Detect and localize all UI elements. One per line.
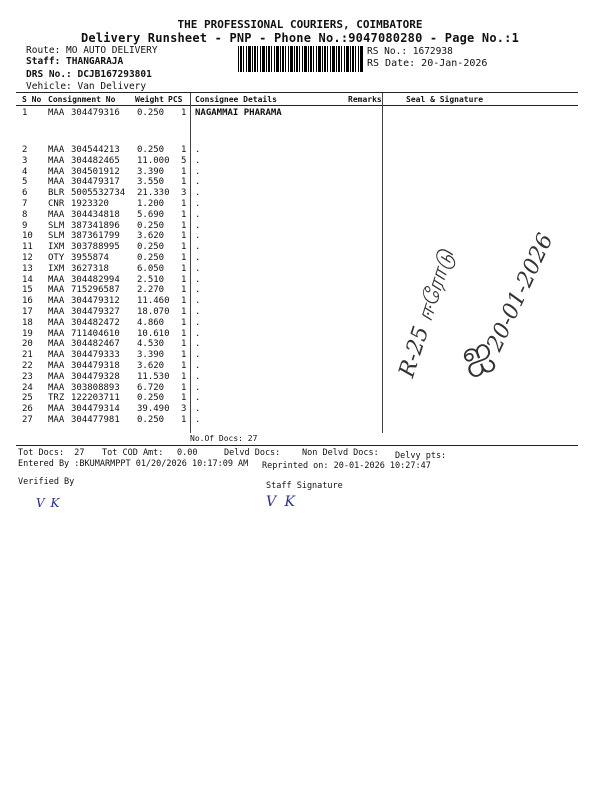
row-pcs: 1 <box>181 145 187 155</box>
row-prefix: MAA <box>48 285 65 296</box>
row-pcs: 1 <box>181 393 187 404</box>
row-pcs: 1 <box>181 274 187 285</box>
row-weight: 3.550 <box>137 177 165 188</box>
table-header-rule <box>16 105 578 106</box>
row-consignment-no: 304479327 <box>71 307 120 317</box>
row-consignee: . <box>195 155 201 166</box>
row-consignee: . <box>195 188 201 199</box>
row-pcs: 1 <box>181 231 187 242</box>
seal-signature-area <box>382 200 582 430</box>
row-prefix: MAA <box>48 350 65 361</box>
row-consignee: . <box>195 307 201 317</box>
row-consignee: . <box>195 274 201 285</box>
row-prefix: BLR <box>48 188 65 199</box>
row-consignee: . <box>195 393 201 404</box>
row-pcs: 1 <box>181 166 187 177</box>
col-consignment: Consignment No <box>48 95 116 104</box>
row-consignee: . <box>195 177 201 188</box>
row-pcs: 5 <box>181 155 187 166</box>
row-sno: 5 <box>22 177 28 188</box>
row-consignment-no: 304479312 <box>71 296 120 307</box>
row-prefix: CNR <box>48 199 65 209</box>
row-weight: 3.390 <box>137 350 165 361</box>
row-pcs: 1 <box>181 253 187 263</box>
row-sno: 1 <box>22 108 28 118</box>
row-consignment-no: 304482467 <box>71 339 120 350</box>
row-weight: 11.460 <box>137 296 170 307</box>
row-prefix: MAA <box>48 177 65 188</box>
row-consignee: NAGAMMAI PHARAMA <box>195 108 282 118</box>
row-pcs: 1 <box>181 285 187 296</box>
row-sno: 6 <box>22 188 28 199</box>
row-sno: 14 <box>22 274 33 285</box>
non-delvd-docs: Non Delvd Docs: <box>302 448 379 458</box>
row-weight: 2.510 <box>137 274 165 285</box>
reprinted-on: Reprinted on: 20-01-2026 10:27:47 <box>262 461 431 471</box>
row-prefix: OTY <box>48 253 65 263</box>
row-prefix: MAA <box>48 371 65 382</box>
row-weight: 0.250 <box>137 242 165 253</box>
row-pcs: 1 <box>181 350 187 361</box>
row-prefix: MAA <box>48 317 65 328</box>
row-weight: 2.270 <box>137 285 165 296</box>
row-weight: 11.000 <box>137 155 170 166</box>
row-consignment-no: 304482465 <box>71 155 120 166</box>
row-weight: 10.610 <box>137 328 170 339</box>
row-prefix: MAA <box>48 361 65 371</box>
row-consignee: . <box>195 199 201 209</box>
tot-cod-label: Tot COD Amt: <box>102 448 164 458</box>
table-bottom-rule <box>16 445 578 446</box>
row-prefix: MAA <box>48 382 65 393</box>
row-sno: 26 <box>22 404 33 415</box>
row-prefix: MAA <box>48 415 65 425</box>
row-pcs: 1 <box>181 382 187 393</box>
row-sno: 18 <box>22 317 33 328</box>
route-text: Route: MO AUTO DELIVERY <box>26 45 158 56</box>
row-consignee: . <box>195 382 201 393</box>
row-prefix: MAA <box>48 166 65 177</box>
row-weight: 21.330 <box>137 188 170 199</box>
row-weight: 0.250 <box>137 220 165 231</box>
row-weight: 18.070 <box>137 307 170 317</box>
row-sno: 10 <box>22 231 33 242</box>
col-pcs: PCS <box>168 95 183 104</box>
row-pcs: 1 <box>181 199 187 209</box>
staff-text: Staff: THANGARAJA <box>26 56 124 67</box>
row-consignee: . <box>195 242 201 253</box>
row-sno: 4 <box>22 166 28 177</box>
row-sno: 16 <box>22 296 33 307</box>
verified-by-label: Verified By <box>18 477 75 487</box>
row-weight: 0.250 <box>137 393 165 404</box>
row-sno: 13 <box>22 263 33 274</box>
row-consignment-no: 304482994 <box>71 274 120 285</box>
row-consignment-no: 304479328 <box>71 371 120 382</box>
row-consignment-no: 303808893 <box>71 382 120 393</box>
row-consignment-no: 304479317 <box>71 177 120 188</box>
row-weight: 0.250 <box>137 108 165 118</box>
row-prefix: MAA <box>48 209 65 220</box>
row-consignment-no: 304479318 <box>71 361 120 371</box>
row-pcs: 1 <box>181 339 187 350</box>
row-consignment-no: 5005532734 <box>71 188 126 199</box>
row-consignment-no: 304479314 <box>71 404 120 415</box>
tot-docs: Tot Docs: 27 <box>18 448 85 458</box>
row-weight: 3.620 <box>137 231 165 242</box>
row-prefix: MAA <box>48 296 65 307</box>
row-consignment-no: 387341896 <box>71 220 120 231</box>
row-sno: 22 <box>22 361 33 371</box>
row-consignment-no: 304544213 <box>71 145 120 155</box>
row-sno: 25 <box>22 393 33 404</box>
row-pcs: 1 <box>181 371 187 382</box>
row-prefix: MAA <box>48 307 65 317</box>
row-consignee: . <box>195 361 201 371</box>
row-consignment-no: 715296587 <box>71 285 120 296</box>
row-consignment-no: 304434818 <box>71 209 120 220</box>
row-consignee: . <box>195 285 201 296</box>
tot-cod-value: 0.00 <box>177 448 198 458</box>
row-pcs: 1 <box>181 296 187 307</box>
row-sno: 20 <box>22 339 33 350</box>
row-pcs: 1 <box>181 108 187 118</box>
row-consignee: . <box>195 166 201 177</box>
row-prefix: TRZ <box>48 393 65 404</box>
row-weight: 3.620 <box>137 361 165 371</box>
row-pcs: 1 <box>181 263 187 274</box>
row-sno: 17 <box>22 307 33 317</box>
row-sno: 8 <box>22 209 28 220</box>
row-consignee: . <box>195 339 201 350</box>
row-prefix: MAA <box>48 155 65 166</box>
staff-signature-label: Staff Signature <box>266 481 343 491</box>
row-prefix: MAA <box>48 404 65 415</box>
row-consignment-no: 3627318 <box>71 263 109 274</box>
row-prefix: MAA <box>48 328 65 339</box>
row-consignee: . <box>195 328 201 339</box>
row-sno: 21 <box>22 350 33 361</box>
row-sno: 24 <box>22 382 33 393</box>
row-consignment-no: 3955874 <box>71 253 109 263</box>
row-prefix: SLM <box>48 231 65 242</box>
row-pcs: 1 <box>181 415 187 425</box>
col-consignee: Consignee Details <box>195 95 277 104</box>
delvy-pts: Delvy pts: <box>395 451 447 461</box>
row-consignee: . <box>195 371 201 382</box>
drs-number: DRS No.: DCJB167293801 <box>26 69 152 80</box>
row-consignee: . <box>195 263 201 274</box>
col-sno: S No <box>22 95 42 104</box>
column-divider <box>190 93 191 433</box>
rs-number: RS No.: 1672938 <box>367 46 453 57</box>
table-top-rule <box>16 92 578 93</box>
row-consignee: . <box>195 296 201 307</box>
row-consignment-no: 304479333 <box>71 350 120 361</box>
row-consignment-no: 304477981 <box>71 415 120 425</box>
barcode <box>238 46 363 72</box>
verified-initials: V K <box>36 496 61 510</box>
delvd-docs: Delvd Docs: <box>224 448 281 458</box>
row-consignment-no: 303788995 <box>71 242 120 253</box>
staff-initials: V K <box>266 494 298 510</box>
row-weight: 6.050 <box>137 263 165 274</box>
row-consignment-no: 1923320 <box>71 199 109 209</box>
handwritten-place: R-25 ஈரோடு <box>394 246 460 381</box>
handwritten-date: 20-01-2026 <box>482 229 559 356</box>
row-weight: 0.250 <box>137 145 165 155</box>
row-consignee: . <box>195 350 201 361</box>
row-prefix: MAA <box>48 339 65 350</box>
row-weight: 0.250 <box>137 415 165 425</box>
row-prefix: MAA <box>48 145 65 155</box>
row-consignment-no: 711404610 <box>71 328 120 339</box>
col-seal: Seal & Signature <box>406 95 484 104</box>
row-consignment-no: 122203711 <box>71 393 120 404</box>
row-consignee: . <box>195 209 201 220</box>
row-prefix: IXM <box>48 263 65 274</box>
row-sno: 15 <box>22 285 33 296</box>
row-prefix: MAA <box>48 274 65 285</box>
row-weight: 5.690 <box>137 209 165 220</box>
row-sno: 7 <box>22 199 28 209</box>
row-prefix: SLM <box>48 220 65 231</box>
company-title: THE PROFESSIONAL COURIERS, COIMBATORE <box>177 18 423 31</box>
row-sno: 3 <box>22 155 28 166</box>
row-pcs: 1 <box>181 220 187 231</box>
no-of-docs: No.Of Docs: 27 <box>190 434 258 443</box>
row-pcs: 1 <box>181 361 187 371</box>
row-pcs: 1 <box>181 177 187 188</box>
vehicle-text: Vehicle: Van Delivery <box>26 81 147 92</box>
row-sno: 23 <box>22 371 33 382</box>
handwritten-mark: ஐ <box>454 326 499 379</box>
row-consignment-no: 304482472 <box>71 317 120 328</box>
row-sno: 11 <box>22 242 33 253</box>
row-pcs: 3 <box>181 188 187 199</box>
row-pcs: 1 <box>181 242 187 253</box>
row-pcs: 1 <box>181 307 187 317</box>
col-remarks: Remarks <box>348 95 382 104</box>
row-weight: 11.530 <box>137 371 170 382</box>
row-consignment-no: 304501912 <box>71 166 120 177</box>
row-consignee: . <box>195 145 201 155</box>
row-consignment-no: 304479316 <box>71 108 120 118</box>
row-sno: 27 <box>22 415 33 425</box>
row-weight: 3.390 <box>137 166 165 177</box>
row-weight: 0.250 <box>137 253 165 263</box>
row-weight: 1.200 <box>137 199 165 209</box>
row-prefix: MAA <box>48 108 65 118</box>
col-weight: Weight <box>135 95 164 104</box>
row-consignee: . <box>195 404 201 415</box>
row-sno: 9 <box>22 220 28 231</box>
row-consignee: . <box>195 253 201 263</box>
row-consignee: . <box>195 220 201 231</box>
row-pcs: 1 <box>181 209 187 220</box>
row-pcs: 1 <box>181 317 187 328</box>
row-sno: 2 <box>22 145 28 155</box>
row-consignee: . <box>195 415 201 425</box>
row-weight: 4.530 <box>137 339 165 350</box>
row-pcs: 1 <box>181 328 187 339</box>
row-consignee: . <box>195 317 201 328</box>
row-weight: 4.860 <box>137 317 165 328</box>
row-prefix: IXM <box>48 242 65 253</box>
row-sno: 12 <box>22 253 33 263</box>
rs-date: RS Date: 20-Jan-2026 <box>367 58 488 69</box>
row-consignee: . <box>195 231 201 242</box>
row-weight: 39.490 <box>137 404 170 415</box>
row-consignment-no: 387361799 <box>71 231 120 242</box>
entered-by: Entered By :BKUMARMPPT 01/20/2026 10:17:09 AM <box>18 459 249 469</box>
runsheet-subtitle: Delivery Runsheet - PNP - Phone No.:9047080280 - Page No.:1 <box>80 31 520 45</box>
row-weight: 6.720 <box>137 382 165 393</box>
row-sno: 19 <box>22 328 33 339</box>
row-pcs: 3 <box>181 404 187 415</box>
